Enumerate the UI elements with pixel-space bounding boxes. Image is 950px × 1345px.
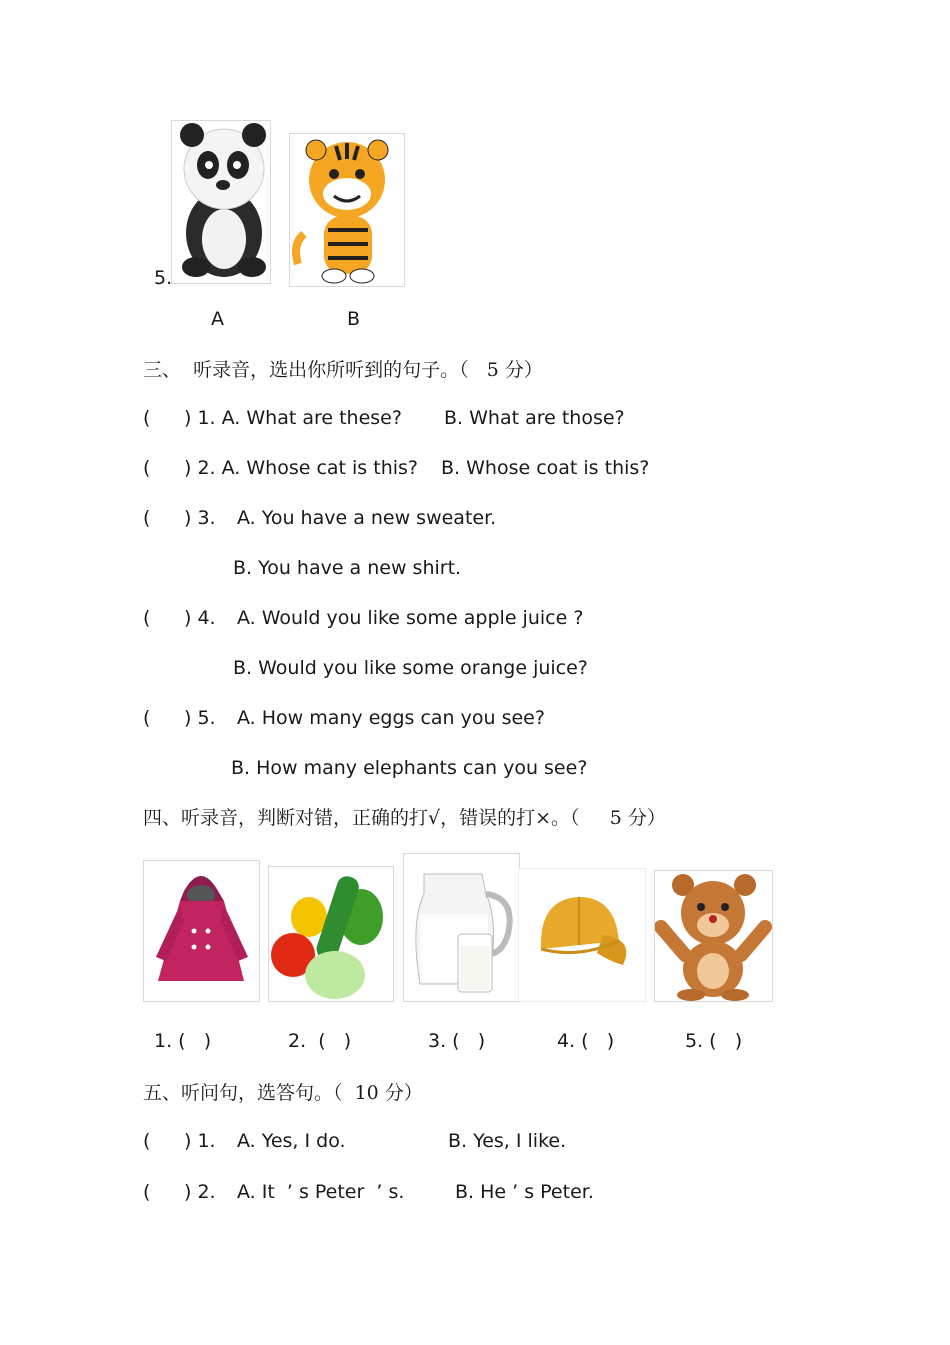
cap-picture (518, 868, 646, 1002)
milk-picture (403, 853, 520, 1002)
milk-icon (404, 854, 519, 1001)
s4-answer-1[interactable]: 1. ( ) (154, 1030, 212, 1052)
s3-q4-number: ) 4. (184, 607, 216, 629)
s3-q4-option-a: A. Would you like some apple juice ? (237, 607, 584, 629)
s3-q4-option-b: B. Would you like some orange juice? (233, 657, 588, 679)
vegetables-icon (269, 867, 393, 1001)
s3-q5-option-a: A. How many eggs can you see? (237, 707, 545, 729)
coat-picture (143, 860, 260, 1002)
bear-picture (654, 870, 773, 1002)
coat-icon (144, 861, 259, 1001)
s5-q2-option-a: A. It ’ s Peter ’ s. (237, 1181, 405, 1203)
section-4-title: 四、听录音，判断对错，正确的打√，错误的打×。（ 5 分） (143, 807, 666, 829)
section-3-title: 三、 听录音，选出你所听到的句子。（ 5 分） (143, 359, 543, 381)
vegetables-picture (268, 866, 394, 1002)
panda-picture (171, 120, 271, 284)
s3-q2-option-b: B. Whose coat is this? (441, 457, 650, 479)
s3-q5-paren[interactable]: ( (143, 707, 151, 729)
s3-q1-option-a: ) 1. A. What are these? (184, 407, 402, 429)
bear-icon (655, 871, 772, 1001)
cap-icon (519, 869, 645, 1001)
s3-q3-option-b: B. You have a new shirt. (233, 557, 462, 579)
option-b-label: B (347, 308, 361, 330)
s5-q2-number: ) 2. (184, 1181, 216, 1203)
s5-q1-option-a: A. Yes, I do. (237, 1130, 346, 1152)
option-a-label: A (211, 308, 224, 330)
s5-q1-paren[interactable]: ( (143, 1130, 151, 1152)
s3-q5-option-b: B. How many elephants can you see? (231, 757, 588, 779)
s4-answer-2[interactable]: 2. ( ) (288, 1030, 352, 1052)
s3-q2-paren[interactable]: ( (143, 457, 151, 479)
s3-q3-number: ) 3. (184, 507, 216, 529)
s4-answer-3[interactable]: 3. ( ) (428, 1030, 486, 1052)
s5-q1-number: ) 1. (184, 1130, 216, 1152)
s3-q2-option-a: ) 2. A. Whose cat is this? (184, 457, 418, 479)
panda-icon (172, 121, 270, 283)
s4-answer-4[interactable]: 4. ( ) (557, 1030, 615, 1052)
s5-q1-option-b: B. Yes, I like. (448, 1130, 567, 1152)
tiger-picture (289, 133, 405, 287)
s3-q4-paren[interactable]: ( (143, 607, 151, 629)
s5-q2-paren[interactable]: ( (143, 1181, 151, 1203)
s4-answer-5[interactable]: 5. ( ) (685, 1030, 743, 1052)
question-5-number: 5. (154, 267, 173, 289)
s3-q1-paren[interactable]: ( (143, 407, 151, 429)
s3-q3-paren[interactable]: ( (143, 507, 151, 529)
tiger-icon (290, 134, 404, 286)
s3-q1-option-b: B. What are those? (444, 407, 625, 429)
s5-q2-option-b: B. He ’ s Peter. (455, 1181, 594, 1203)
section-5-title: 五、听问句，选答句。（ 10 分） (143, 1082, 423, 1104)
s3-q5-number: ) 5. (184, 707, 216, 729)
s3-q3-option-a: A. You have a new sweater. (237, 507, 497, 529)
